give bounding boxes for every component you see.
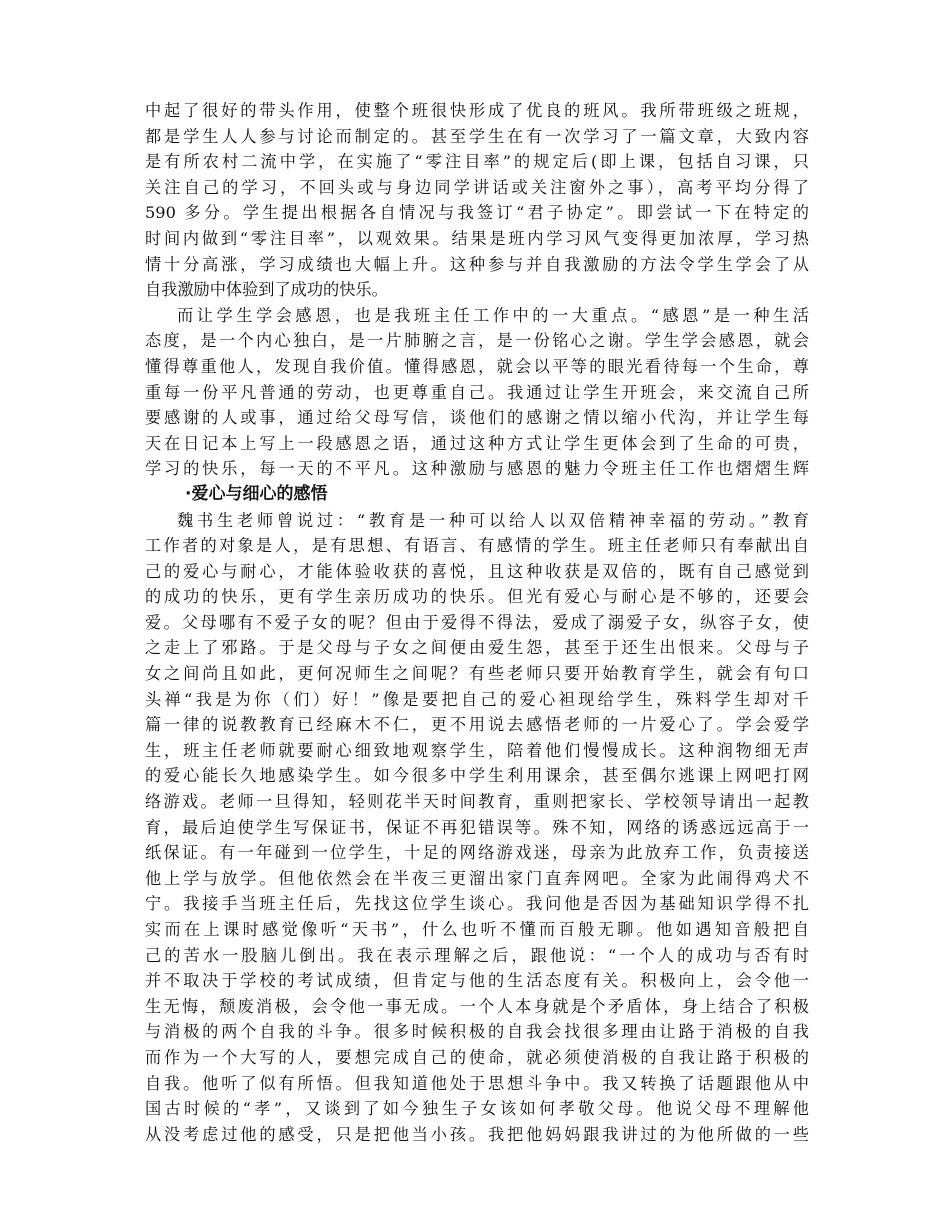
text-line: 学习的快乐，每一天的不平凡。这种激励与感恩的魅力令班主任工作也熠熠生辉 (145, 459, 809, 479)
text-line: 女之间尚且如此，更何况师生之间呢？有些老师只要开始教育学生，就会有句口 (145, 664, 809, 684)
text-line: 己的苦水一股脑儿倒出。我在表示理解之后，跟他说：“一个人的成功与否有时 (145, 945, 809, 965)
text-line: 的爱心能长久地感染学生。如今很多中学生利用课余，甚至偶尔逃课上网吧打网 (145, 766, 809, 786)
text-line: 之走上了邪路。于是父母与子女之间便由爱生怨，甚至于还生出恨来。父母与子 (145, 638, 809, 658)
text-line: 魏书生老师曾说过：“教育是一种可以给人以双倍精神幸福的劳动。”教育 (177, 510, 809, 530)
text-line: 都是学生人人参与讨论而制定的。甚至学生在有一次学习了一篇文章，大致内容 (145, 126, 809, 146)
text-line: 实而在上课时感觉像听“天书”，什么也听不懂而百般无聊。他如遇知音般把自 (145, 920, 809, 939)
text-line: 爱。父母哪有不爱子女的呢？但由于爱得不得法，爱成了溺爱子女，纵容子女，使 (145, 612, 809, 632)
text-line: 生无悔，颓废消极，会令他一事无成。一个人本身就是个矛盾体，身上结合了积极 (145, 996, 809, 1016)
text-line: 并不取决于学校的考试成绩，但肯定与他的生活态度有关。积极向上，会令他一 (145, 971, 809, 991)
text-line: 与消极的两个自我的斗争。很多时候积极的自我会找很多理由让路于消极的自我 (145, 1022, 809, 1042)
text-line: 育，最后迫使学生写保证书，保证不再犯错误等。殊不知，网络的诱惑远远高于一 (145, 817, 809, 837)
text-line: 而作为一个大写的人，要想完成自己的使命，就必须使消极的自我让路于积极的 (145, 1047, 809, 1067)
text-line: 工作者的对象是人，是有思想、有语言、有感情的学生。班主任老师只有奉献出自 (145, 536, 809, 556)
text-line: 懂得尊重他人，发现自我价值。懂得感恩，就会以平等的眼光看待每一个生命，尊 (145, 356, 809, 376)
paragraph-class-rules (145, 98, 809, 303)
text-line: 国古时候的“孝”，又谈到了如今独生子女该如何孝敬父母。他说父母不理解他 (145, 1099, 809, 1119)
text-line: 情十分高涨，学习成绩也大幅上升。这种参与并自我激励的方法令学生学会了从 (145, 254, 809, 274)
text-line: 是有所农村二流中学，在实施了“零注目率”的规定后(即上课，包括自习课，只 (145, 152, 809, 172)
text-line: 络游戏。老师一旦得知，轻则花半天时间教育，重则把家长、学校领导请出一起教 (145, 792, 809, 812)
text-line: 从没考虑过他的感受，只是把他当小孩。我把他妈妈跟我讲过的为他所做的一些 (145, 1124, 809, 1144)
text-line: 宁。我接手当班主任后，先找这位学生谈心。我问他是否因为基础知识学得不扎 (145, 894, 809, 914)
text-line: 590 多分。学生提出根据各自情况与我签订“君子协定”。即尝试一下在特定的 (145, 203, 809, 223)
text-line: 中起了很好的带头作用，使整个班很快形成了优良的班风。我所带班级之班规， (145, 101, 809, 120)
text-line: 重每一份平凡普通的劳动，也更尊重自己。我通过让学生开班会，来交流自己所 (145, 382, 809, 402)
text-line: 篇一律的说教教育已经麻木不仁，更不用说去感悟老师的一片爱心了。学会爱学 (145, 715, 809, 735)
paragraph-gratitude (145, 303, 809, 482)
text-line: 头禅“我是为你（们）好！”像是要把自己的爱心袒现给学生，殊料学生却对千 (145, 689, 809, 709)
text-line: 关注自己的学习，不回头或与身边同学讲话或关注窗外之事），高考平均分得了 (145, 177, 809, 197)
text-line: 态度，是一个内心独白，是一片肺腑之言，是一份铭心之谢。学生学会感恩，就会 (145, 331, 809, 351)
text-line: 时间内做到“零注目率”，以观效果。结果是班内学习风气变得更加浓厚，学习热 (145, 228, 809, 248)
text-line: 自我激励中体验到了成功的快乐。 (145, 280, 388, 300)
text-line: 要感谢的人或事，通过给父母写信，谈他们的感谢之情以缩小代沟，并让学生每 (145, 408, 809, 428)
text-line: 的成功的快乐，更有学生亲历成功的快乐。但光有爱心与耐心是不够的，还要会 (145, 587, 809, 607)
document-page (145, 98, 809, 1147)
paragraph-love-and-care (145, 508, 809, 1148)
text-line: 己的爱心与耐心，才能体验收获的喜悦，且这种收获是双倍的，既有自己感觉到 (145, 561, 809, 581)
text-line: 纸保证。有一年碰到一位学生，十足的网络游戏迷，母亲为此放弃工作，负责接送 (145, 843, 809, 863)
text-line: 生，班主任老师就要耐心细致地观察学生，陪着他们慢慢成长。这种润物细无声 (145, 740, 809, 760)
text-line: 而让学生学会感恩，也是我班主任工作中的一大重点。“感恩”是一种生活 (177, 305, 809, 325)
section-heading: ·爱心与细心的感悟 (185, 483, 328, 504)
text-line: 天在日记本上写上一段感恩之语，通过这种方式让学生更体会到了生命的可贵， (145, 433, 809, 453)
text-line: 自我。他听了似有所悟。但我知道他处于思想斗争中。我又转换了话题跟他从中 (145, 1073, 809, 1093)
text-line: 他上学与放学。但他依然会在半夜三更溜出家门直奔网吧。全家为此闹得鸡犬不 (145, 868, 809, 888)
